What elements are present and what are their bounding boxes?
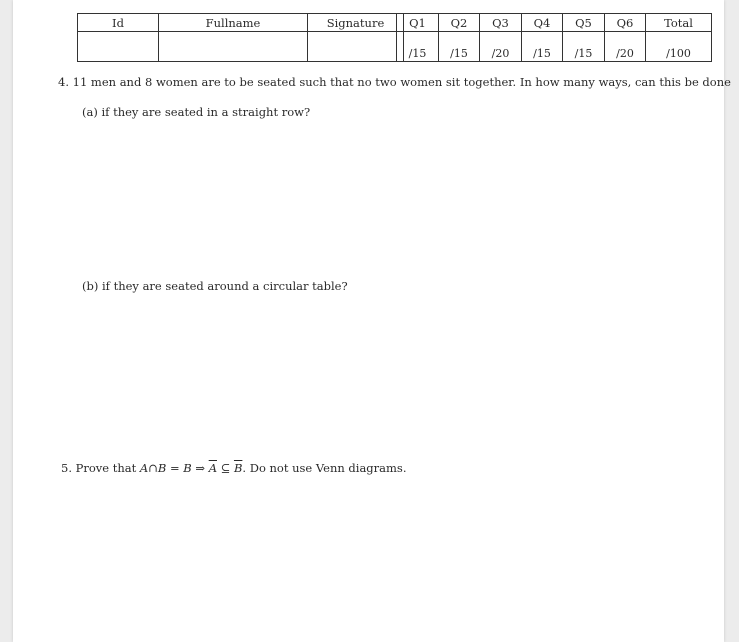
fullname-field[interactable] — [159, 32, 308, 62]
question-4a: (a) if they are seated in a straight row? — [82, 105, 311, 119]
score-cell-q4[interactable] — [522, 32, 563, 62]
score-max-q1: /15 — [408, 47, 427, 60]
question-5 — [61, 461, 407, 475]
question-5-suffix: . Do not use Venn diagrams. — [242, 461, 407, 475]
signature-header: Signature — [308, 14, 404, 32]
math-implies: ⇒ — [195, 461, 206, 475]
math-equals: = — [169, 461, 180, 475]
student-info-table — [77, 13, 404, 62]
score-cell-q5[interactable] — [563, 32, 605, 62]
math-set-b-2: B — [183, 461, 192, 475]
score-cell-q2[interactable] — [439, 32, 480, 62]
exam-sheet — [13, 0, 731, 642]
question-4-number: 4. — [58, 75, 69, 89]
math-complement-a: $\overline{A}$ — [208, 461, 217, 475]
score-header-q4: Q4 — [522, 14, 563, 32]
question-5-number: 5. — [61, 461, 72, 475]
score-header-q6: Q6 — [605, 14, 646, 32]
score-max-q3: /20 — [491, 47, 510, 60]
score-header-total: Total — [646, 14, 712, 32]
score-max-q2: /15 — [450, 47, 468, 60]
score-header-q3: Q3 — [480, 14, 522, 32]
score-table — [396, 13, 712, 62]
score-cell-total[interactable] — [646, 32, 712, 62]
math-complement-b: $\overline{B}$ — [233, 461, 243, 475]
math-intersection: ∩ — [148, 461, 158, 475]
score-header-q2: Q2 — [439, 14, 480, 32]
score-cell-q3[interactable] — [480, 32, 522, 62]
question-5-prefix: Prove that — [75, 461, 137, 475]
question-4 — [58, 75, 731, 89]
score-max-q6: /20 — [616, 47, 634, 60]
score-max-q5: /15 — [574, 47, 593, 60]
question-4-text: 11 men and 8 women are to be seated such that no two women sit together. In how many ways, can this be done — [72, 75, 731, 89]
signature-field[interactable] — [308, 32, 404, 62]
question-4b: (b) if they are seated around a circular table? — [82, 279, 348, 293]
score-header-q5: Q5 — [563, 14, 605, 32]
id-header: Id — [78, 14, 159, 32]
math-set-a: A — [139, 461, 149, 475]
math-subset: ⊆ — [220, 461, 231, 475]
score-cell-q6[interactable] — [605, 32, 646, 62]
score-cell-q1[interactable] — [397, 32, 439, 62]
id-field[interactable] — [78, 32, 159, 62]
fullname-header: Fullname — [159, 14, 308, 32]
score-header-q1: Q1 — [397, 14, 439, 32]
score-max-total: /100 — [666, 47, 691, 60]
math-set-b: B — [157, 461, 167, 475]
score-max-q4: /15 — [533, 47, 551, 60]
